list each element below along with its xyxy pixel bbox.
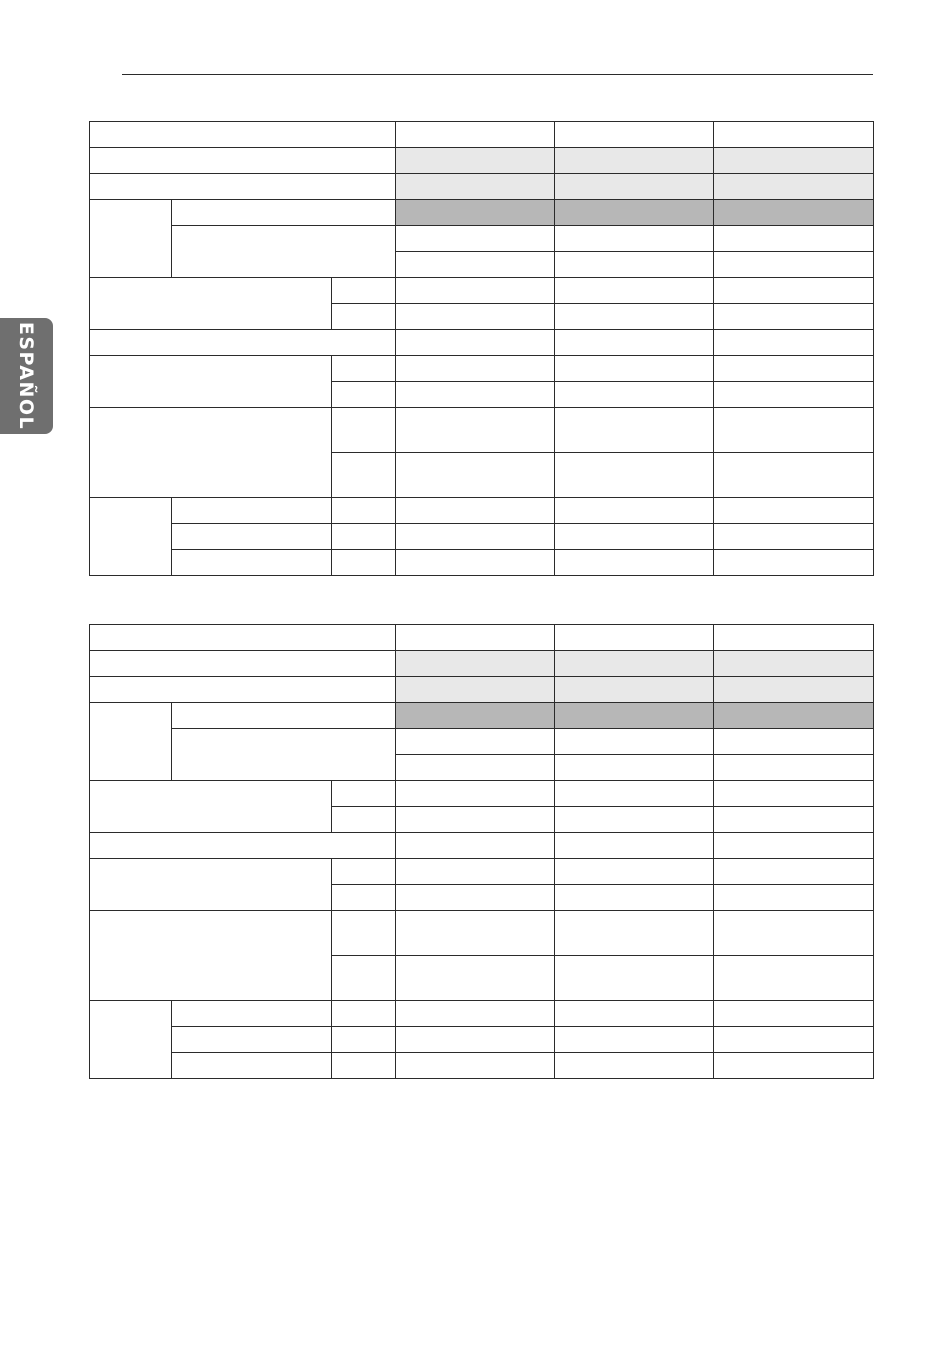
table-row (90, 833, 874, 859)
table-cell (555, 956, 714, 1001)
table-cell (555, 1053, 714, 1079)
table-cell (396, 651, 555, 677)
table-cell (714, 174, 874, 200)
table-cell (90, 174, 396, 200)
table-cell (90, 498, 172, 576)
table-row (90, 703, 874, 729)
language-tab (0, 318, 53, 434)
table-cell (332, 781, 396, 807)
table-cell (555, 356, 714, 382)
table-cell (714, 382, 874, 408)
table-cell (714, 1027, 874, 1053)
table-cell (555, 807, 714, 833)
table-cell (172, 1027, 332, 1053)
table-cell (555, 1027, 714, 1053)
table-cell (555, 859, 714, 885)
table-cell (714, 200, 874, 226)
table-cell (714, 1053, 874, 1079)
table-cell (714, 956, 874, 1001)
table-cell (555, 677, 714, 703)
table-cell (90, 200, 172, 278)
table-cell (396, 807, 555, 833)
table-row (90, 550, 874, 576)
table-cell (332, 911, 396, 956)
table-row (90, 625, 874, 651)
table-cell (714, 885, 874, 911)
table-row (90, 174, 874, 200)
table-row (90, 1001, 874, 1027)
table-cell (396, 703, 555, 729)
table-cell (714, 677, 874, 703)
table-cell (332, 1053, 396, 1079)
table-cell (714, 911, 874, 956)
table-row (90, 781, 874, 807)
table-cell (332, 1027, 396, 1053)
table-cell (714, 252, 874, 278)
table-cell (396, 956, 555, 1001)
table-cell (332, 408, 396, 453)
table-row (90, 1053, 874, 1079)
table-cell (555, 781, 714, 807)
table-row (90, 498, 874, 524)
table-cell (90, 408, 332, 498)
table-cell (714, 278, 874, 304)
table-cell (332, 382, 396, 408)
table-cell (714, 524, 874, 550)
language-tab-label: ESPAÑOL (15, 321, 37, 431)
table-cell (90, 1001, 172, 1079)
table-cell (332, 498, 396, 524)
table-cell (555, 703, 714, 729)
table-cell (396, 382, 555, 408)
table-cell (396, 453, 555, 498)
table-row (90, 356, 874, 382)
table-cell (714, 651, 874, 677)
table-row (90, 278, 874, 304)
table-cell (714, 703, 874, 729)
table-cell (396, 252, 555, 278)
table-cell (555, 498, 714, 524)
spec-table-1 (89, 121, 874, 576)
table-cell (332, 956, 396, 1001)
table-cell (714, 859, 874, 885)
table-cell (396, 148, 555, 174)
table-cell (714, 498, 874, 524)
table-row (90, 911, 874, 956)
table-cell (396, 524, 555, 550)
table-cell (396, 122, 555, 148)
table-cell (714, 330, 874, 356)
table-cell (332, 453, 396, 498)
table-cell (714, 833, 874, 859)
table-cell (555, 1001, 714, 1027)
table-cell (332, 550, 396, 576)
table-cell (714, 729, 874, 755)
table-cell (555, 278, 714, 304)
table-cell (396, 911, 555, 956)
table-cell (555, 625, 714, 651)
table-cell (714, 122, 874, 148)
table-cell (714, 304, 874, 330)
table-cell (90, 781, 332, 833)
table-row (90, 651, 874, 677)
table-cell (555, 148, 714, 174)
table-cell (172, 1053, 332, 1079)
table-cell (90, 651, 396, 677)
table-cell (172, 1001, 332, 1027)
table-cell (172, 498, 332, 524)
table-cell (172, 524, 332, 550)
table-row (90, 200, 874, 226)
table-cell (714, 148, 874, 174)
table-cell (90, 677, 396, 703)
table-cell (555, 122, 714, 148)
table-cell (396, 498, 555, 524)
table-cell (396, 1027, 555, 1053)
table-cell (555, 304, 714, 330)
table-cell (332, 859, 396, 885)
table-cell (555, 833, 714, 859)
table-cell (396, 408, 555, 453)
table-cell (396, 1053, 555, 1079)
table-row (90, 524, 874, 550)
table-row (90, 122, 874, 148)
table-cell (714, 408, 874, 453)
table-cell (90, 833, 396, 859)
table-row (90, 226, 874, 252)
table-row (90, 677, 874, 703)
table-cell (555, 200, 714, 226)
table-cell (332, 1001, 396, 1027)
table-cell (90, 625, 396, 651)
table-cell (396, 885, 555, 911)
spec-table-2 (89, 624, 874, 1079)
table-cell (396, 226, 555, 252)
table-cell (555, 729, 714, 755)
table-cell (396, 755, 555, 781)
header-rule (122, 74, 873, 75)
table-cell (555, 330, 714, 356)
table-cell (714, 550, 874, 576)
table-cell (714, 625, 874, 651)
table-cell (90, 859, 332, 911)
table-cell (90, 911, 332, 1001)
table-cell (332, 356, 396, 382)
table-cell (555, 550, 714, 576)
table-cell (396, 1001, 555, 1027)
table-cell (714, 781, 874, 807)
table-cell (90, 356, 332, 408)
table-cell (555, 174, 714, 200)
table-cell (714, 226, 874, 252)
table-cell (714, 1001, 874, 1027)
table-row (90, 1027, 874, 1053)
table-cell (90, 278, 332, 330)
table-cell (714, 356, 874, 382)
table-cell (396, 304, 555, 330)
table-cell (555, 453, 714, 498)
table-cell (90, 122, 396, 148)
table-cell (396, 174, 555, 200)
table-cell (396, 550, 555, 576)
table-cell (396, 781, 555, 807)
table-cell (90, 703, 172, 781)
table-cell (396, 200, 555, 226)
table-cell (396, 330, 555, 356)
table-row (90, 859, 874, 885)
table-cell (555, 524, 714, 550)
table-cell (172, 200, 396, 226)
table-row (90, 330, 874, 356)
table-cell (714, 453, 874, 498)
table-cell (332, 885, 396, 911)
table-cell (172, 729, 396, 781)
table-cell (396, 859, 555, 885)
table-row (90, 148, 874, 174)
table-cell (396, 833, 555, 859)
table-row (90, 408, 874, 453)
table-cell (714, 807, 874, 833)
table-cell (555, 252, 714, 278)
table-cell (332, 278, 396, 304)
table-cell (396, 729, 555, 755)
table-cell (90, 330, 396, 356)
table-cell (555, 911, 714, 956)
table-cell (714, 755, 874, 781)
table-cell (555, 408, 714, 453)
table-cell (555, 755, 714, 781)
table-cell (332, 304, 396, 330)
table-cell (396, 278, 555, 304)
table-cell (555, 885, 714, 911)
table-cell (332, 524, 396, 550)
table-cell (555, 651, 714, 677)
table-cell (396, 356, 555, 382)
table-cell (172, 550, 332, 576)
table-cell (90, 148, 396, 174)
table-cell (396, 625, 555, 651)
table-cell (332, 807, 396, 833)
table-cell (555, 226, 714, 252)
table-cell (172, 703, 396, 729)
table-cell (555, 382, 714, 408)
table-cell (396, 677, 555, 703)
table-cell (172, 226, 396, 278)
table-row (90, 729, 874, 755)
